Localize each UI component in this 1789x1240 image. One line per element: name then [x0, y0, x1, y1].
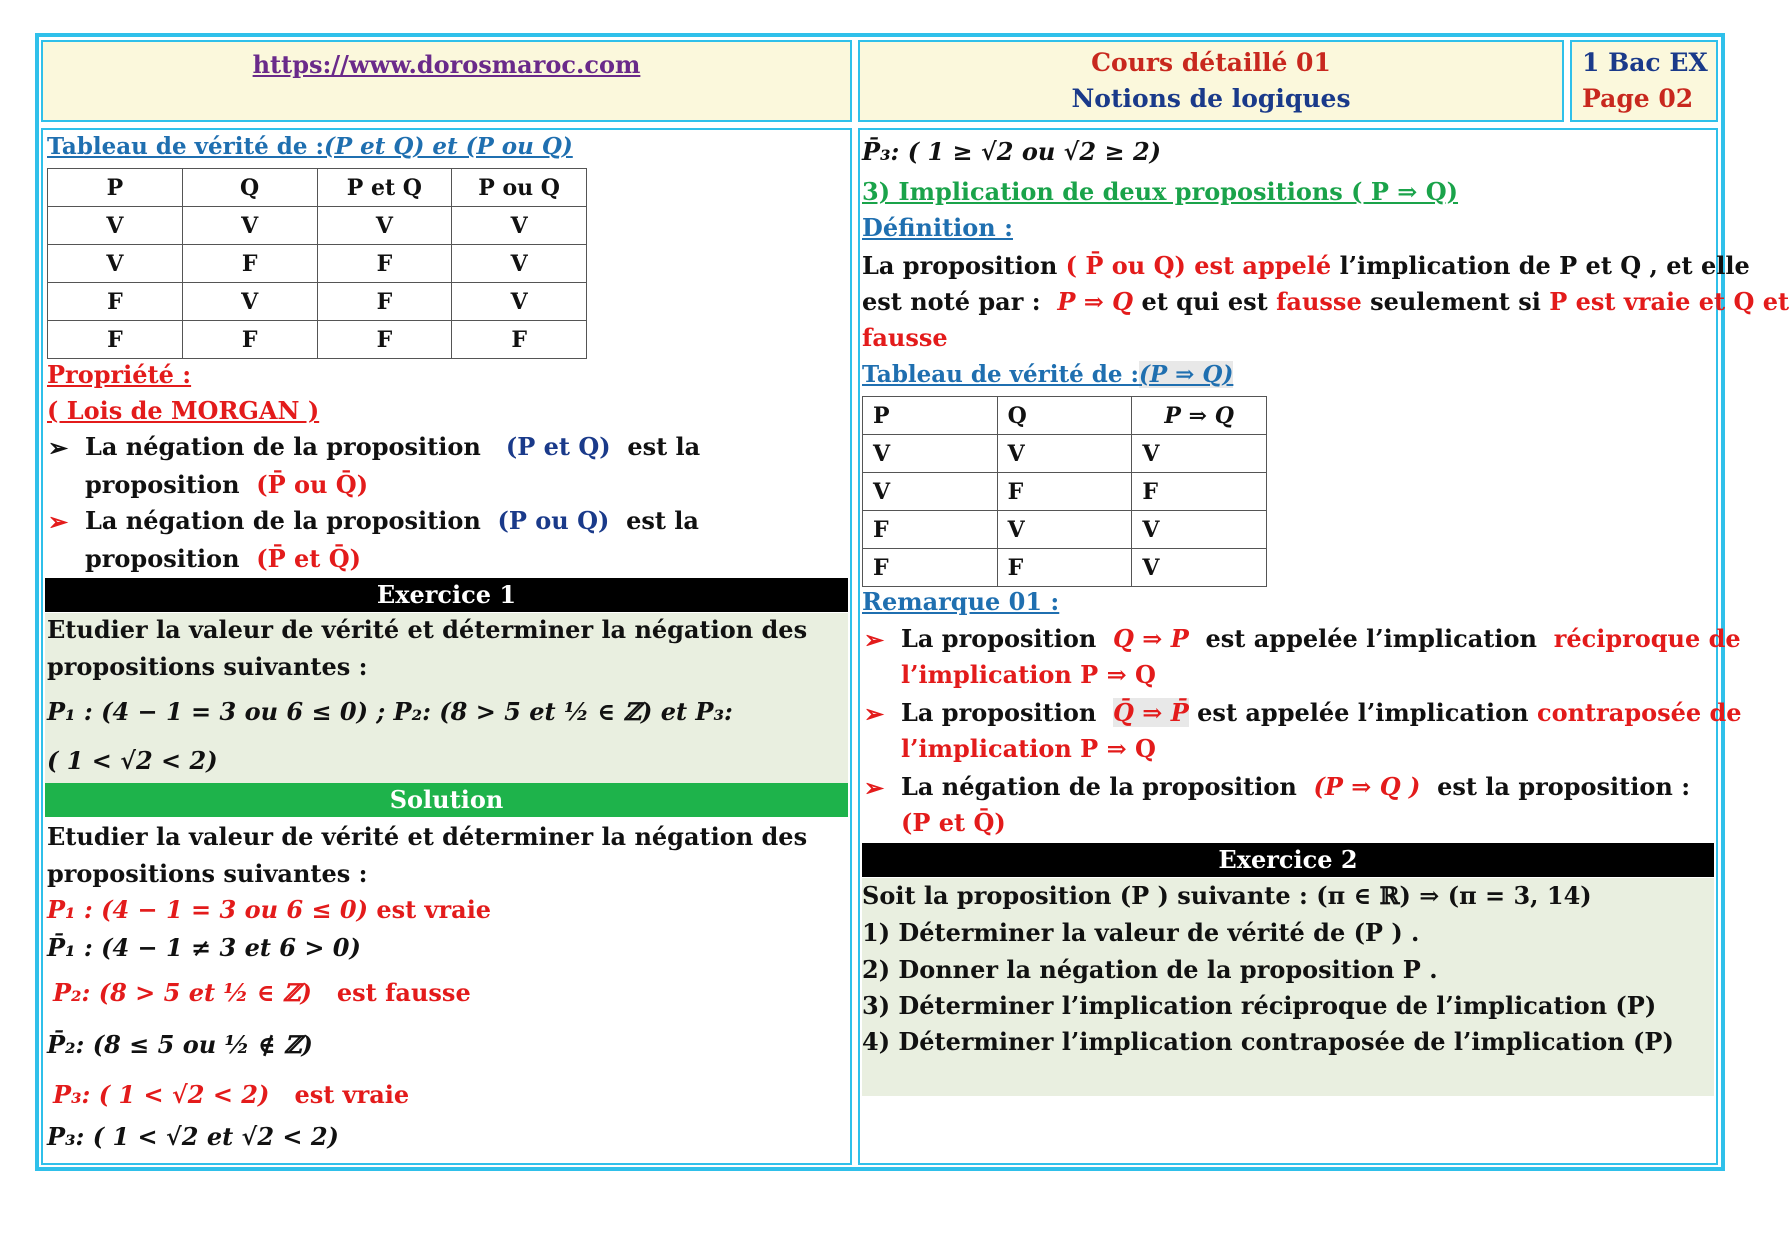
table-header-cell: Q [182, 169, 317, 207]
remark-item-3-cont: (P et Q̄) [901, 808, 1006, 837]
bullet-arrow-icon: ➢ [48, 507, 69, 536]
morgan-item-1-cont: proposition (P̄ ou Q̄) [85, 470, 369, 499]
morgan-item-2-cont: proposition (P̄ et Q̄) [85, 544, 361, 573]
exercise-2-line: Soit la proposition (P ) suivante : (π ∈ ℝ) ⇒ (π = 3, 14) [862, 881, 1592, 910]
definition-line-3: fausse [862, 323, 948, 352]
remark-item-2-cont: l’implication P ⇒ Q [901, 734, 1156, 763]
table-cell: V [1132, 511, 1267, 549]
table-cell: F [48, 283, 183, 321]
exercise-1-text: propositions suivantes : [47, 652, 368, 681]
table-cell: F [317, 283, 452, 321]
remark-item-1: La proposition Q ⇒ P est appelée l’implication réciproque de [901, 624, 1741, 653]
truth-table-et-ou [47, 168, 587, 359]
table-header-cell: P [863, 397, 998, 435]
table-cell: F [863, 511, 998, 549]
table-cell: F [182, 245, 317, 283]
table-row [863, 511, 1267, 549]
bullet-arrow-icon: ➢ [48, 433, 69, 462]
p3-negation-line: P̄₃: ( 1 ≥ √2 ou √2 ≥ 2) [862, 137, 1161, 166]
table-cell: F [997, 549, 1132, 587]
table-header-cell: P et Q [317, 169, 452, 207]
course-title: Cours détaillé 01 [1091, 48, 1331, 77]
table-row [863, 435, 1267, 473]
implication-table-title: Tableau de vérité de :(P ⇒ Q) [862, 361, 1234, 388]
definition-line-1: La proposition ( P̄ ou Q) est appelé l’implication de P et Q , et elle [862, 251, 1750, 280]
remark-item-2: La proposition Q̄ ⇒ P̄ est appelée l’implication contraposée de [901, 698, 1742, 727]
solution-line-p2: P₂: (8 > 5 et ½ ∈ ℤ) est fausse [53, 978, 471, 1007]
table-cell: F [997, 473, 1132, 511]
table-cell: V [997, 511, 1132, 549]
table-cell: F [317, 245, 452, 283]
table-cell: F [863, 549, 998, 587]
exercise-2-line: 1) Déterminer la valeur de vérité de (P ) . [862, 918, 1420, 947]
table-cell: F [317, 321, 452, 359]
remark-item-3: La négation de la proposition (P ⇒ Q ) est la proposition : [901, 772, 1691, 801]
truth-table-implication [862, 396, 1267, 587]
header-level-box [1570, 40, 1718, 122]
table-cell: V [452, 207, 587, 245]
exercise-1-propositions: P₁ : (4 − 1 = 3 ou 6 ≤ 0) ; P₂: (8 > 5 et ½ ∈ ℤ) et P₃: [47, 697, 733, 726]
exercise-1-bar: Exercice 1 [45, 578, 848, 612]
table-cell: V [182, 207, 317, 245]
morgan-item-2: La négation de la proposition (P ou Q) est la [85, 506, 699, 535]
level-label: 1 Bac EX [1582, 48, 1708, 77]
table-cell: V [452, 245, 587, 283]
solution-line-p3: P₃: ( 1 < √2 < 2) est vraie [53, 1080, 410, 1109]
table-cell: V [182, 283, 317, 321]
table-cell: F [182, 321, 317, 359]
subject-title: Notions de logiques [1071, 84, 1351, 113]
site-url-link[interactable]: https://www.dorosmaroc.com [252, 50, 641, 79]
table-cell: V [863, 435, 998, 473]
table-cell: F [48, 321, 183, 359]
solution-line-p2-neg: P̄₂: (8 ≤ 5 ou ½ ∉ ℤ) [47, 1030, 313, 1059]
table-cell: V [48, 207, 183, 245]
table-cell: V [863, 473, 998, 511]
table-cell: V [1132, 435, 1267, 473]
table-cell: V [1132, 549, 1267, 587]
morgan-item-1: La négation de la proposition (P et Q) est la [85, 432, 701, 461]
exercise-2-box [862, 878, 1714, 1096]
table-header-row [48, 169, 587, 207]
table-row [48, 283, 587, 321]
table-cell: F [1132, 473, 1267, 511]
table-row [48, 245, 587, 283]
solution-line-p1: P₁ : (4 − 1 = 3 ou 6 ≤ 0) est vraie [47, 895, 492, 924]
solution-line-p1-neg: P̄₁ : (4 − 1 ≠ 3 et 6 > 0) [47, 933, 361, 962]
solution-bar: Solution [45, 783, 848, 817]
table-row [48, 321, 587, 359]
table-header-cell: P ⇒ Q [1132, 397, 1267, 435]
table-header-cell: P ou Q [452, 169, 587, 207]
bullet-arrow-icon: ➢ [864, 699, 885, 728]
exercise-2-line: 2) Donner la négation de la proposition P . [862, 955, 1438, 984]
table-header-cell: P [48, 169, 183, 207]
property-label: Propriété : [47, 360, 192, 389]
table-cell: V [48, 245, 183, 283]
definition-label: Définition : [862, 213, 1013, 242]
remark-item-1-cont: l’implication P ⇒ Q [901, 660, 1156, 689]
table-cell: V [452, 283, 587, 321]
solution-text: propositions suivantes : [47, 859, 368, 888]
header-title-box [858, 40, 1564, 122]
exercise-2-line: 4) Déterminer l’implication contraposée de l’implication (P) [862, 1027, 1674, 1056]
table-header-cell: Q [997, 397, 1132, 435]
truth-table-title: Tableau de vérité de :(P et Q) et (P ou Q) [47, 133, 573, 160]
exercise-1-text: Etudier la valeur de vérité et déterminer la négation des [47, 615, 808, 644]
table-header-row [863, 397, 1267, 435]
bullet-arrow-icon: ➢ [864, 625, 885, 654]
solution-text: Etudier la valeur de vérité et déterminer la négation des [47, 822, 808, 851]
page-number: Page 02 [1582, 84, 1694, 113]
header-url-box [41, 40, 852, 122]
definition-line-2: est noté par : P ⇒ Q et qui est fausse seulement si P est vraie et Q et [862, 287, 1789, 316]
bullet-arrow-icon: ➢ [864, 773, 885, 802]
table-cell: V [317, 207, 452, 245]
remark-label: Remarque 01 : [862, 587, 1060, 616]
table-cell: V [997, 435, 1132, 473]
exercise-2-line: 3) Déterminer l’implication réciproque de l’implication (P) [862, 991, 1657, 1020]
solution-line-p3-neg: P₃: ( 1 < √2 et √2 < 2) [47, 1122, 339, 1151]
table-row [863, 473, 1267, 511]
section-3-title: 3) Implication de deux propositions ( P ⇒ Q) [862, 177, 1459, 206]
table-row [863, 549, 1267, 587]
exercise-2-bar: Exercice 2 [862, 843, 1714, 877]
morgan-label: ( Lois de MORGAN ) [47, 396, 320, 425]
table-row [48, 207, 587, 245]
table-cell: F [452, 321, 587, 359]
exercise-1-propositions: ( 1 < √2 < 2) [47, 746, 218, 775]
